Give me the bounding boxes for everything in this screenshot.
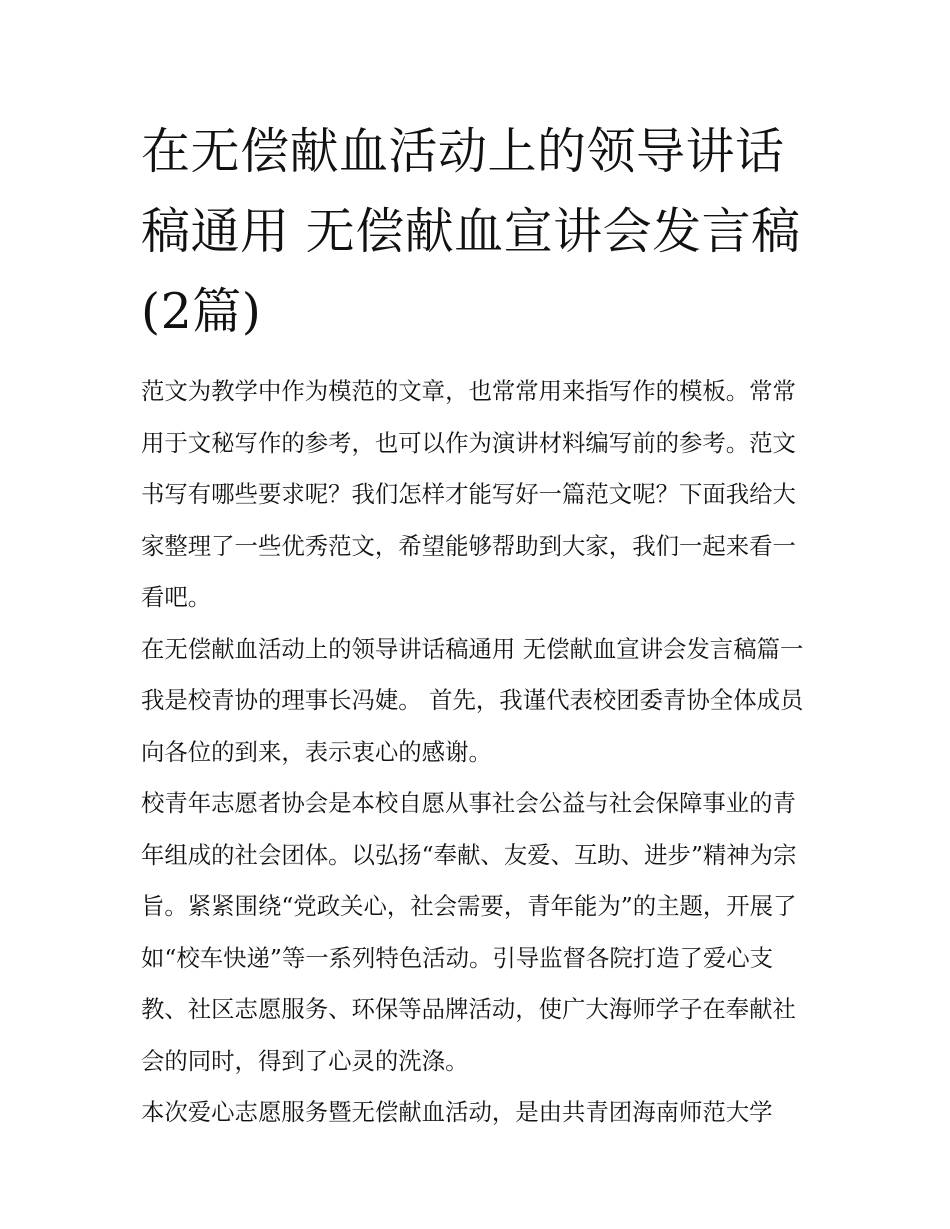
document-body	[141, 366, 813, 1139]
paragraph-event-intro: 本次爱心志愿服务暨无偿献血活动，是由共青团海南师范大学	[141, 1098, 773, 1126]
paragraph-association-intro: 校青年志愿者协会是本校自愿从事社会公益与社会保障事业的青年组成的社会团体。以弘扬“奉献、友爱、互助、进步”精神为宗旨。紧紧围绕“党政关心，社会需要，青年能为”的主题，开展了如“校车快递”等一系列特色活动。引导监督各院打造了爱心支教、社区志愿服务、环保等品牌活动，使广大海师学子在奉献社会的同时，得到了心灵的洗涤。	[141, 789, 797, 1075]
paragraph-intro: 范文为教学中作为模范的文章，也常常用来指写作的模板。常常用于文秘写作的参考，也可以作为演讲材料编写前的参考。范文书写有哪些要求呢？我们怎样才能写好一篇范文呢？下面我给大家整理了一些优秀范文，希望能够帮助到大家，我们一起来看一看吧。	[141, 377, 796, 611]
document-title: 在无偿献血活动上的领导讲话稿通用 无偿献血宣讲会发言稿(2篇)	[141, 123, 801, 340]
document-content	[141, 112, 813, 1139]
paragraph-speech-opening: 在无偿献血活动上的领导讲话稿通用 无偿献血宣讲会发言稿篇一 我是校青协的理事长冯婕。 首先，我谨代表校团委青协全体成员向各位的到来，表示衷心的感谢。	[141, 634, 804, 766]
